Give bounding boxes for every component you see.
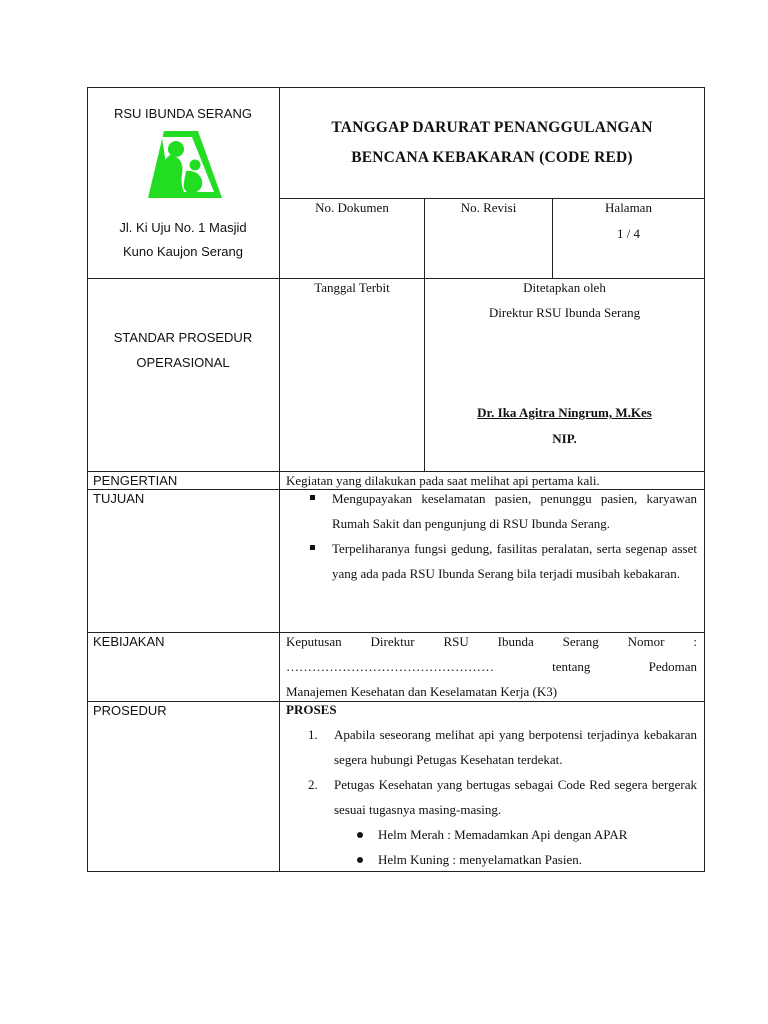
document-title-line1: TANGGAP DARURAT PENANGGULANGAN: [331, 119, 653, 136]
no-dokumen-label: No. Dokumen: [315, 200, 389, 215]
list-item: Terpeliharanya fungsi gedung, fasilitas peralatan, serta segenap asset yang ada pada RSU Ibunda Serang bila terjadi musibah kebakaran.: [286, 536, 697, 586]
table-divider: [279, 198, 705, 199]
hospital-name: RSU IBUNDA SERANG: [114, 106, 252, 121]
step-text: Apabila seseorang melihat api yang berpotensi terjadinya kebakaran segera hubungi Petugas Kesehatan terdekat.: [334, 727, 697, 767]
halaman-value: 1 / 4: [616, 226, 641, 241]
pengertian-label: PENGERTIAN: [93, 473, 178, 488]
tujuan-label: TUJUAN: [93, 491, 145, 506]
mother-child-logo-icon: [146, 130, 224, 200]
kebijakan-line1: Keputusan Direktur RSU Ibunda Serang Nomor :: [286, 634, 697, 649]
proses-heading: PROSES: [286, 702, 337, 717]
sop-label-line1: STANDAR PROSEDUR: [113, 330, 253, 345]
kebijakan-label: KEBIJAKAN: [93, 634, 165, 649]
director-name: Dr. Ika Agitra Ningrum, M.Kes: [477, 405, 652, 420]
hospital-address-line2: Kuno Kaujon Serang: [123, 244, 243, 259]
list-item: [286, 722, 697, 772]
table-divider: [87, 278, 705, 279]
nip-label: NIP.: [552, 431, 577, 446]
document-title-line2: BENCANA KEBAKARAN (CODE RED): [351, 149, 633, 166]
tanggal-terbit-label: Tanggal Terbit: [314, 280, 390, 295]
list-item: [286, 772, 697, 822]
prosedur-steps: [286, 722, 697, 872]
list-item: Helm Merah : Memadamkan Api dengan APAR: [286, 822, 697, 847]
bullet-square-icon: [310, 545, 315, 550]
no-revisi-label: No. Revisi: [460, 200, 517, 215]
list-item: Mengupayakan keselamatan pasien, penunggu pasien, karyawan Rumah Sakit dan pengunjung di RSU Ibunda Serang.: [286, 486, 697, 536]
halaman-label: Halaman: [605, 200, 652, 215]
table-border-left: [87, 87, 88, 872]
kebijakan-line2: ………………………………………… tentang Pedoman: [286, 659, 697, 674]
kebijakan-line3: Manajemen Kesehatan dan Keselamatan Kerja (K3): [286, 684, 558, 699]
ditetapkan-line1: Ditetapkan oleh: [523, 280, 606, 295]
hospital-address-line1: Jl. Ki Uju No. 1 Masjid: [119, 220, 247, 235]
table-border-top: [87, 87, 705, 88]
sop-label-line2: OPERASIONAL: [136, 355, 230, 370]
tujuan-list: [286, 486, 697, 586]
table-divider: [87, 701, 705, 702]
bullet-dot-icon: [357, 832, 363, 838]
step-number: 1.: [308, 727, 318, 742]
step-text: Petugas Kesehatan yang bertugas sebagai Code Red segera bergerak sesuai tugasnya masing-masing.: [334, 777, 697, 817]
ditetapkan-line2: Direktur RSU Ibunda Serang: [488, 305, 641, 320]
bullet-dot-icon: [357, 857, 363, 863]
table-divider: [87, 632, 705, 633]
table-border-right: [704, 87, 705, 872]
step-number: 2.: [308, 777, 318, 792]
table-divider: [87, 471, 705, 472]
list-item: Helm Kuning : menyelamatkan Pasien.: [286, 847, 697, 872]
pengertian-text: Kegiatan yang dilakukan pada saat melihat api pertama kali.: [286, 473, 600, 488]
prosedur-label: PROSEDUR: [93, 703, 167, 718]
bullet-square-icon: [310, 495, 315, 500]
